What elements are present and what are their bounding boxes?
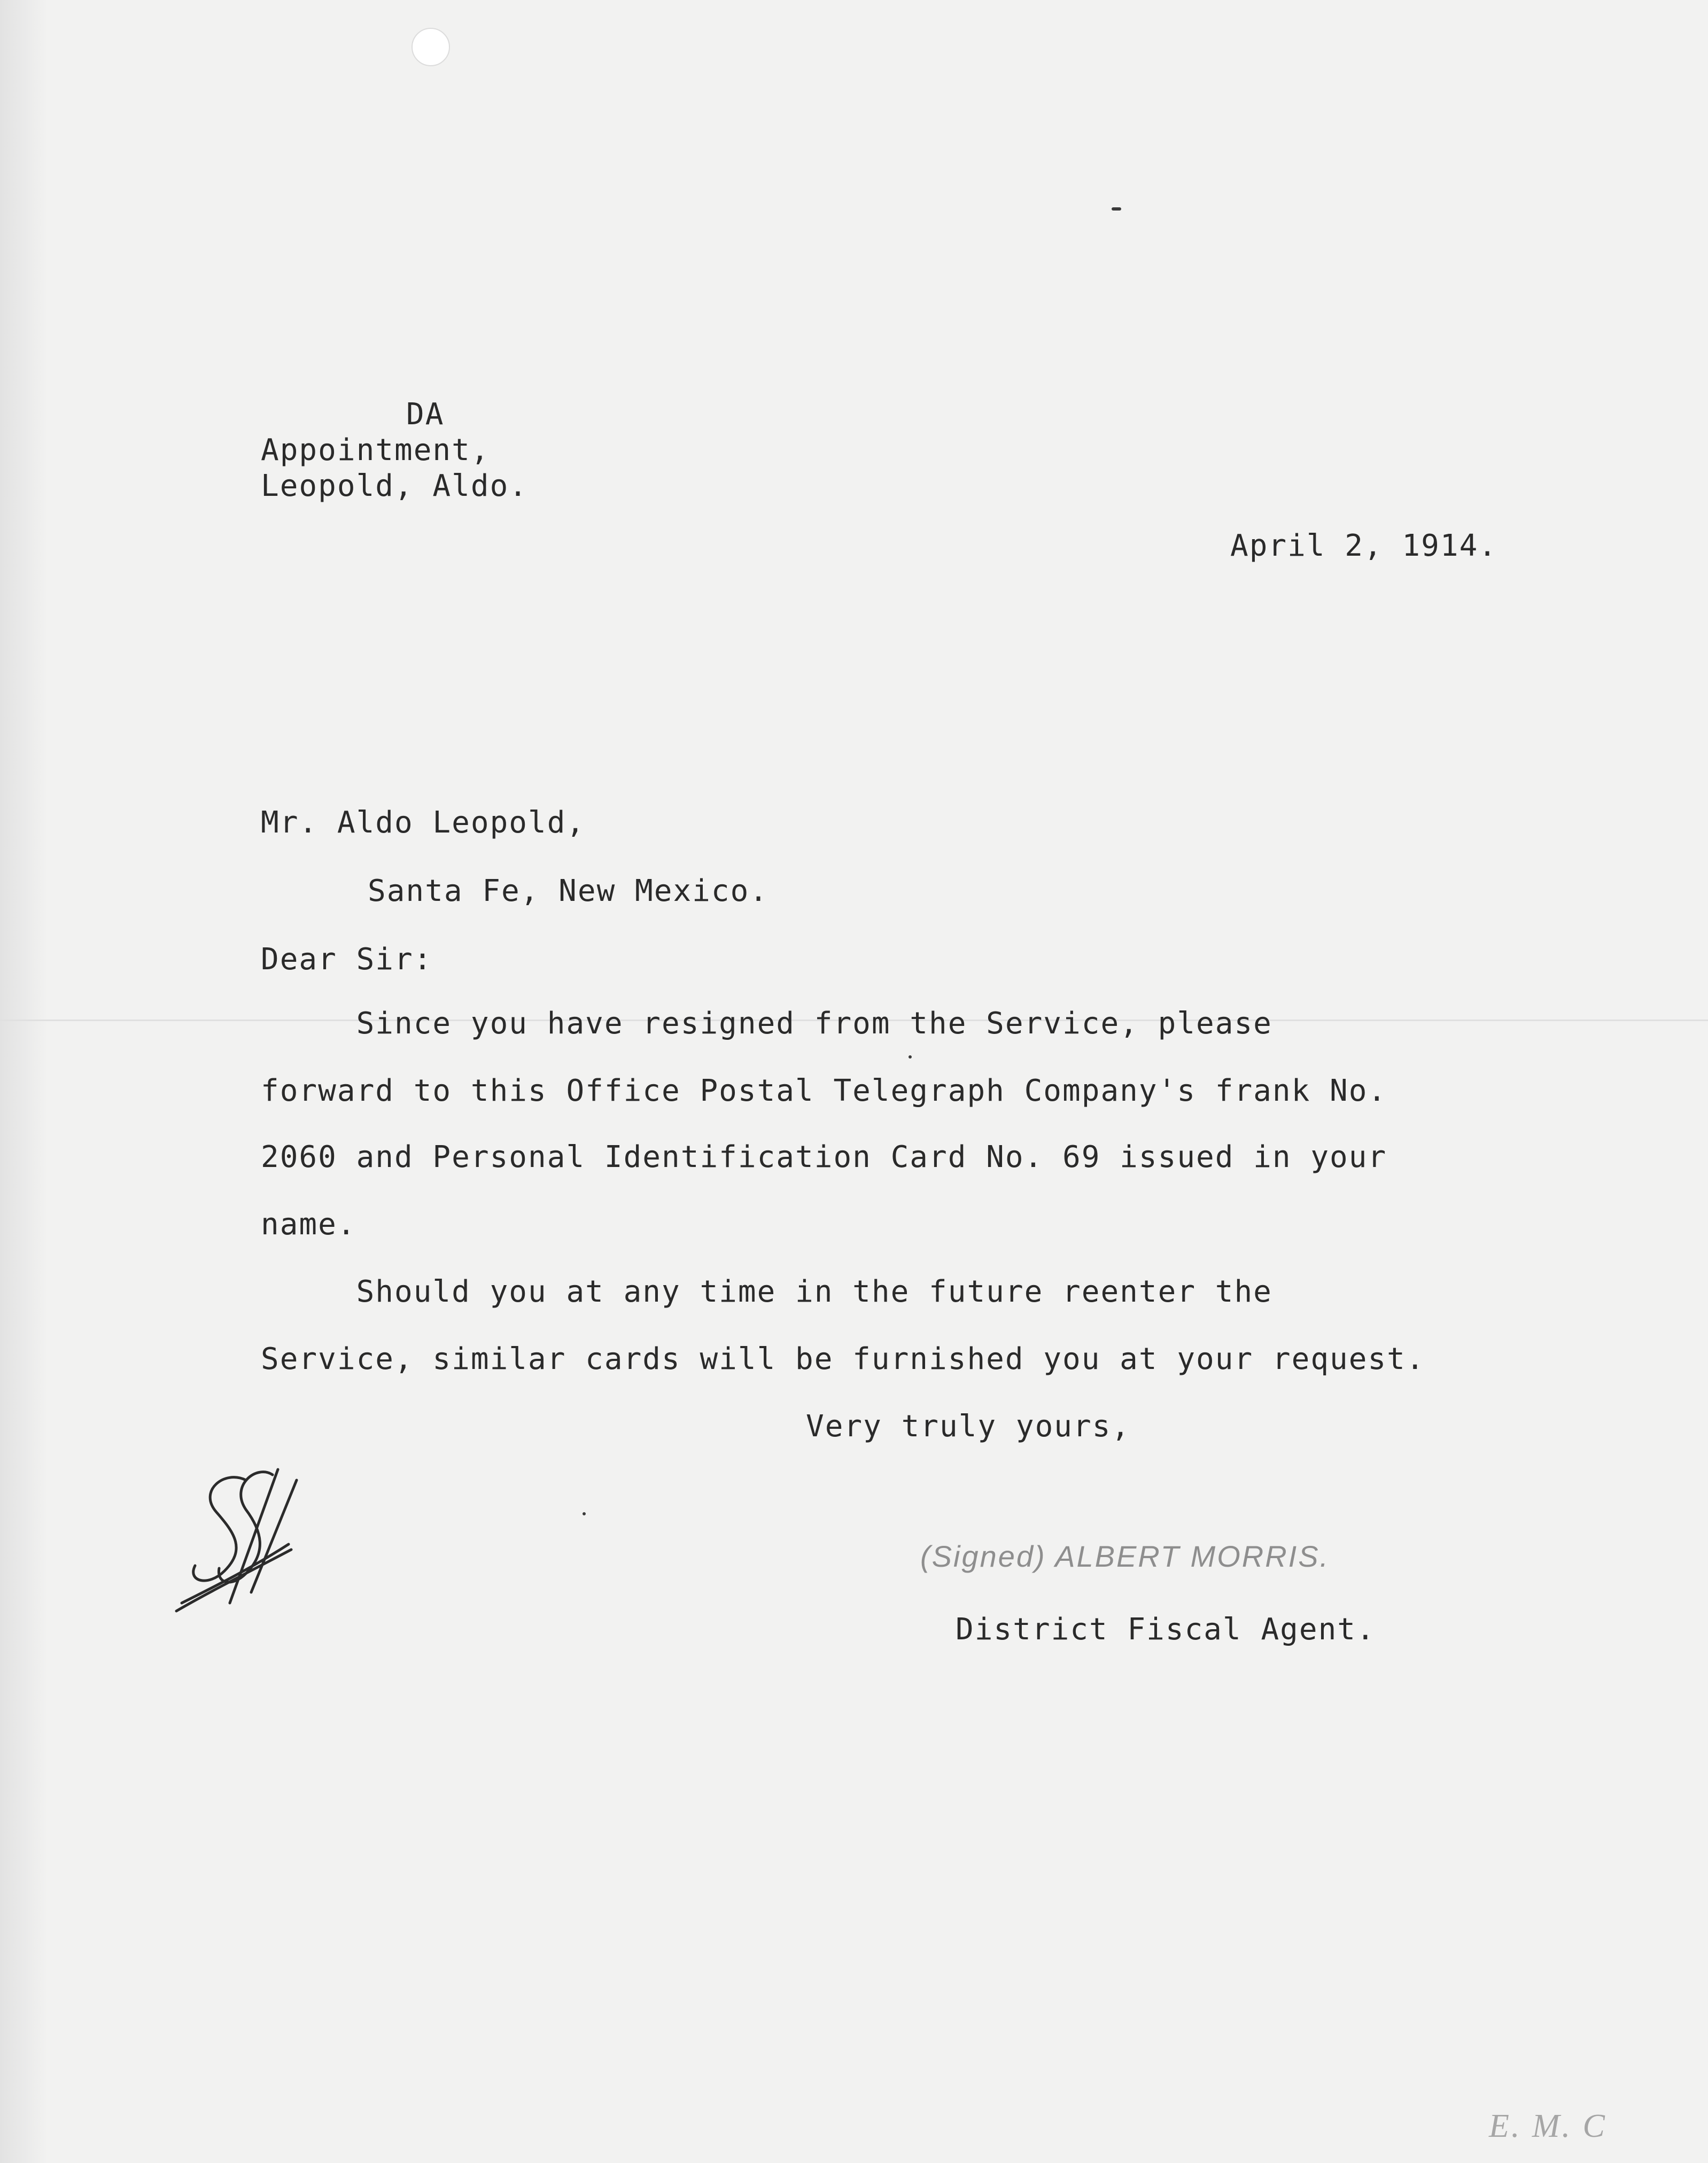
body-line: 2060 and Personal Identification Card No. 69 issued in your (261, 1140, 1387, 1174)
letter-date: April 2, 1914. (1230, 528, 1498, 563)
file-name: Leopold, Aldo. (261, 469, 529, 503)
ink-speck (1112, 207, 1121, 211)
corner-initials: E. M. C (1489, 2108, 1607, 2144)
body-line: Should you at any time in the future reenter the (261, 1274, 1272, 1309)
punch-hole (412, 28, 450, 66)
closing: Very truly yours, (806, 1409, 1131, 1444)
recipient-address: Santa Fe, New Mexico. (368, 874, 769, 908)
signature-stamp: (Signed) ALBERT MORRIS. (920, 1539, 1330, 1573)
salutation: Dear Sir: (261, 942, 433, 977)
handwritten-initials-signature (166, 1459, 305, 1619)
signer-title: District Fiscal Agent. (956, 1612, 1376, 1647)
body-line: Service, similar cards will be furnished you at your request. (261, 1342, 1425, 1376)
ink-speck (909, 1055, 912, 1059)
body-line: forward to this Office Postal Telegraph Company's frank No. (261, 1073, 1387, 1108)
body-line: Since you have resigned from the Service, please (261, 1006, 1272, 1041)
ink-speck (583, 1512, 586, 1515)
page-edge-shadow (0, 0, 48, 2163)
recipient-name: Mr. Aldo Leopold, (261, 805, 586, 840)
file-code: DA (406, 397, 445, 432)
file-subject: Appointment, (261, 433, 490, 468)
body-line: name. (261, 1207, 356, 1242)
